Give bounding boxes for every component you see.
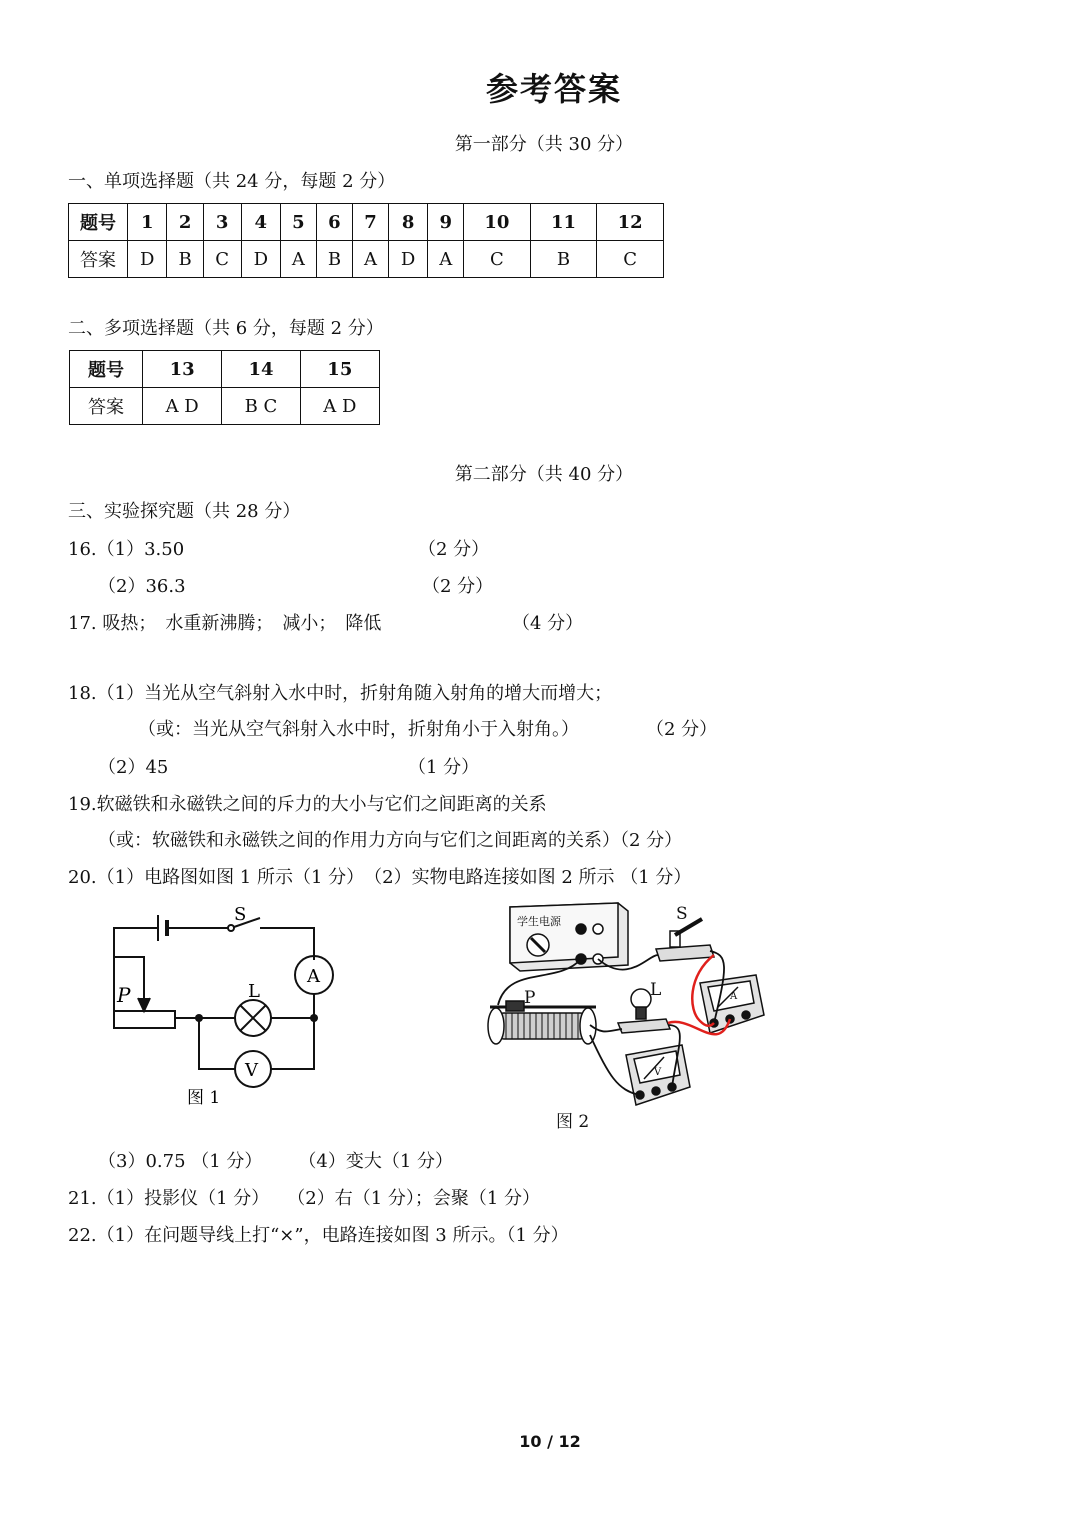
table1-answer: A [281,241,317,278]
fig1-label-l: L [248,981,260,1002]
q21-answer: 21.（1）投影仪（1 分） （2）右（1 分）；会聚（1 分） [68,1188,541,1209]
single-choice-answer-table [68,203,664,278]
table2-number-row [70,351,380,388]
fig1-label-s: S [234,904,247,925]
table2-number: 15 [300,351,379,388]
table1-answer: C [597,241,664,278]
q18-part1-score: （2 分） [646,719,718,740]
table1-answer: D [388,241,427,278]
table1-answer-row [69,241,664,278]
table1-answer: B [316,241,352,278]
table1-answer-label: 答案 [69,241,128,278]
fig1-label-p: P [117,983,131,1007]
fig2-label-v: V [654,1067,662,1078]
q20-part1-2: 20.（1）电路图如图 1 所示（1 分） （2）实物电路连接如图 2 所示 （1 分） [68,867,692,888]
q18-part1-alt: （或：当光从空气斜射入水中时，折射角小于入射角。） [138,719,579,740]
q19-answer: 19.软磁铁和永磁铁之间的斥力的大小与它们之间距离的关系 [68,794,547,815]
table2-header-label: 题号 [70,351,143,388]
multi-choice-answer-table [69,350,380,425]
table2-number: 13 [143,351,222,388]
q16-part1-score: （2 分） [418,539,490,560]
q16-part2: （2）36.3 [98,576,186,597]
table2-answer-label: 答案 [70,388,143,425]
table1-number: 6 [316,204,352,241]
q17-score: （4 分） [512,613,584,634]
table2-answer-row [70,388,380,425]
section3-heading: 三、实验探究题（共 28 分） [68,501,301,522]
table1-answer: A [353,241,389,278]
table1-number: 10 [464,204,531,241]
table1-answer: A [428,241,464,278]
table1-answer: D [128,241,167,278]
fig2-supply-label: 学生电源 [517,915,561,928]
table1-number-row [69,204,664,241]
q16-part2-score: （2 分） [422,576,494,597]
q22-answer: 22.（1）在问题导线上打“×”，电路连接如图 3 所示。（1 分） [68,1225,569,1246]
q19-answer-alt: （或：软磁铁和永磁铁之间的作用力方向与它们之间距离的关系）（2 分） [98,830,683,851]
table1-answer: B [167,241,203,278]
part2-heading: 第二部分（共 40 分） [454,464,634,485]
fig2-label-a: A [730,991,738,1002]
fig2-caption: 图 2 [556,1112,590,1132]
table1-number: 3 [203,204,241,241]
q17-answer: 17. 吸热； 水重新沸腾； 减小； 降低 [68,613,382,634]
fig1-label-a: A [307,966,320,987]
fig2-label-p: P [524,988,536,1008]
table1-answer: C [464,241,531,278]
q20-part3-4: （3）0.75 （1 分） （4）变大（1 分） [98,1151,454,1172]
table1-number: 4 [241,204,280,241]
fig2-label-l: L [650,980,662,1000]
section2-heading: 二、多项选择题（共 6 分，每题 2 分） [68,318,384,339]
figure2-physical-circuit [478,895,778,1140]
table1-number: 12 [597,204,664,241]
table1-answer: D [241,241,280,278]
table1-number: 5 [281,204,317,241]
q16-part1: 16.（1）3.50 [68,539,185,560]
table1-number: 9 [428,204,464,241]
fig1-label-v: V [245,1060,258,1081]
table1-number: 7 [353,204,389,241]
table1-number: 11 [530,204,597,241]
q18-part2: （2）45 [98,757,169,778]
table1-number: 8 [388,204,427,241]
table1-answer: C [203,241,241,278]
fig2-label-s: S [676,904,688,924]
part1-heading: 第一部分（共 30 分） [454,134,634,155]
section1-heading: 一、单项选择题（共 24 分，每题 2 分） [68,171,396,192]
q18-part1: 18.（1）当光从空气斜射入水中时，折射角随入射角的增大而增大； [68,683,613,704]
table1-header-label: 题号 [69,204,128,241]
table2-answer: A D [143,388,222,425]
table1-number: 2 [167,204,203,241]
table2-answer: B C [222,388,300,425]
table2-answer: A D [300,388,379,425]
page-number: 10 / 12 [519,1432,581,1451]
table1-number: 1 [128,204,167,241]
fig1-caption: 图 1 [187,1088,221,1108]
page-title: 参考答案 [485,70,622,108]
table2-number: 14 [222,351,300,388]
table1-answer: B [530,241,597,278]
q18-part2-score: （1 分） [408,757,480,778]
figure1-circuit-diagram [100,900,350,1115]
